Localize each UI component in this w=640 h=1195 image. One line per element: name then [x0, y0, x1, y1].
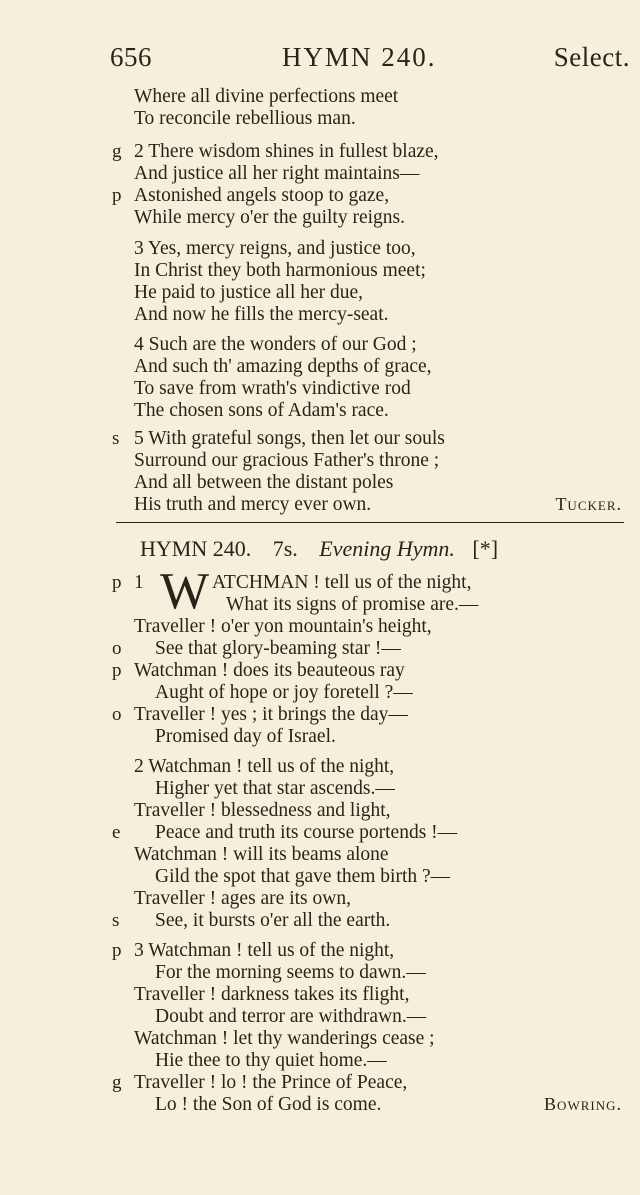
- verse-line: Where all divine perfections meet: [134, 86, 399, 107]
- hymn-number: HYMN 240.: [140, 536, 252, 561]
- dynamic-mark: s: [112, 910, 120, 931]
- author-attribution: Tucker.: [555, 494, 622, 514]
- verse-line: See, it bursts o'er all the earth.: [155, 910, 391, 931]
- verse-line: And now he fills the mercy-seat.: [134, 304, 389, 325]
- verse-line: What its signs of promise are.—: [226, 594, 479, 615]
- verse-line: ATCHMAN ! tell us of the night,: [212, 572, 472, 593]
- verse-line: Peace and truth its course portends !—: [155, 822, 458, 843]
- dynamic-mark: g: [112, 141, 122, 162]
- dynamic-mark: e: [112, 822, 121, 843]
- hymn-subtitle: Evening Hymn.: [319, 536, 455, 561]
- dynamic-mark: o: [112, 638, 122, 659]
- verse-line: And justice all her right maintains—: [134, 163, 420, 184]
- verse-line: Traveller ! darkness takes its flight,: [134, 984, 410, 1005]
- verse-line: 3 Watchman ! tell us of the night,: [134, 940, 395, 961]
- verse-line: Gild the spot that gave them birth ?—: [155, 866, 451, 887]
- page-number: 656: [110, 42, 152, 72]
- verse-line: Hie thee to thy quiet home.—: [155, 1050, 387, 1071]
- verse-line: While mercy o'er the guilty reigns.: [134, 207, 406, 228]
- verse-line: Astonished angels stoop to gaze,: [134, 185, 390, 206]
- verse-line: 2 Watchman ! tell us of the night,: [134, 756, 395, 777]
- verse-line: The chosen sons of Adam's race.: [134, 400, 389, 421]
- verse-line: 3 Yes, mercy reigns, and justice too,: [134, 238, 416, 259]
- verse-line: Traveller ! o'er yon mountain's height,: [134, 616, 432, 637]
- dynamic-mark: g: [112, 1072, 122, 1093]
- dynamic-mark: p: [112, 940, 122, 961]
- hymn-tag: [*]: [472, 536, 499, 561]
- running-title: HYMN 240.: [282, 42, 437, 72]
- verse-line: Lo ! the Son of God is come.: [155, 1094, 382, 1115]
- verse-line: To reconcile rebellious man.: [134, 108, 356, 129]
- dynamic-mark: p: [112, 185, 122, 206]
- verse-line: 2 There wisdom shines in fullest blaze,: [134, 141, 439, 162]
- verse-number: 1: [134, 572, 144, 593]
- verse-line: Promised day of Israel.: [155, 726, 336, 747]
- verse-line: His truth and mercy ever own.: [134, 494, 372, 515]
- verse-line: For the morning seems to dawn.—: [155, 962, 426, 983]
- verse-line: See that glory-beaming star !—: [155, 638, 401, 659]
- verse-line: Traveller ! yes ; it brings the day—: [134, 704, 408, 725]
- verse-line: Aught of hope or joy foretell ?—: [155, 682, 413, 703]
- dynamic-mark: p: [112, 572, 122, 593]
- hymn-title-row: [140, 536, 498, 562]
- section-heading: Select.: [553, 42, 630, 72]
- dynamic-mark: s: [112, 428, 120, 449]
- verse-line: To save from wrath's vindictive rod: [134, 378, 411, 399]
- verse-line: In Christ they both harmonious meet;: [134, 260, 426, 281]
- verse-line: Doubt and terror are withdrawn.—: [155, 1006, 427, 1027]
- verse-line: Traveller ! lo ! the Prince of Peace,: [134, 1072, 408, 1093]
- verse-line: Watchman ! will its beams alone: [134, 844, 389, 865]
- verse-line: Watchman ! let thy wanderings cease ;: [134, 1028, 435, 1049]
- verse-line: 5 With grateful songs, then let our souls: [134, 428, 445, 449]
- drop-capital: W: [160, 563, 210, 620]
- dynamic-mark: o: [112, 704, 122, 725]
- author-attribution: Bowring.: [544, 1094, 622, 1114]
- section-divider: [116, 522, 624, 523]
- hymn-meter: 7s.: [272, 536, 298, 561]
- verse-line: And such th' amazing depths of grace,: [134, 356, 432, 377]
- verse-line: Traveller ! blessedness and light,: [134, 800, 391, 821]
- verse-line: Traveller ! ages are its own,: [134, 888, 351, 909]
- verse-line: Surround our gracious Father's throne ;: [134, 450, 440, 471]
- verse-line: Higher yet that star ascends.—: [155, 778, 395, 799]
- dynamic-mark: p: [112, 660, 122, 681]
- verse-line: And all between the distant poles: [134, 472, 394, 493]
- verse-line: 4 Such are the wonders of our God ;: [134, 334, 417, 355]
- verse-line: Watchman ! does its beauteous ray: [134, 660, 405, 681]
- verse-line: He paid to justice all her due,: [134, 282, 364, 303]
